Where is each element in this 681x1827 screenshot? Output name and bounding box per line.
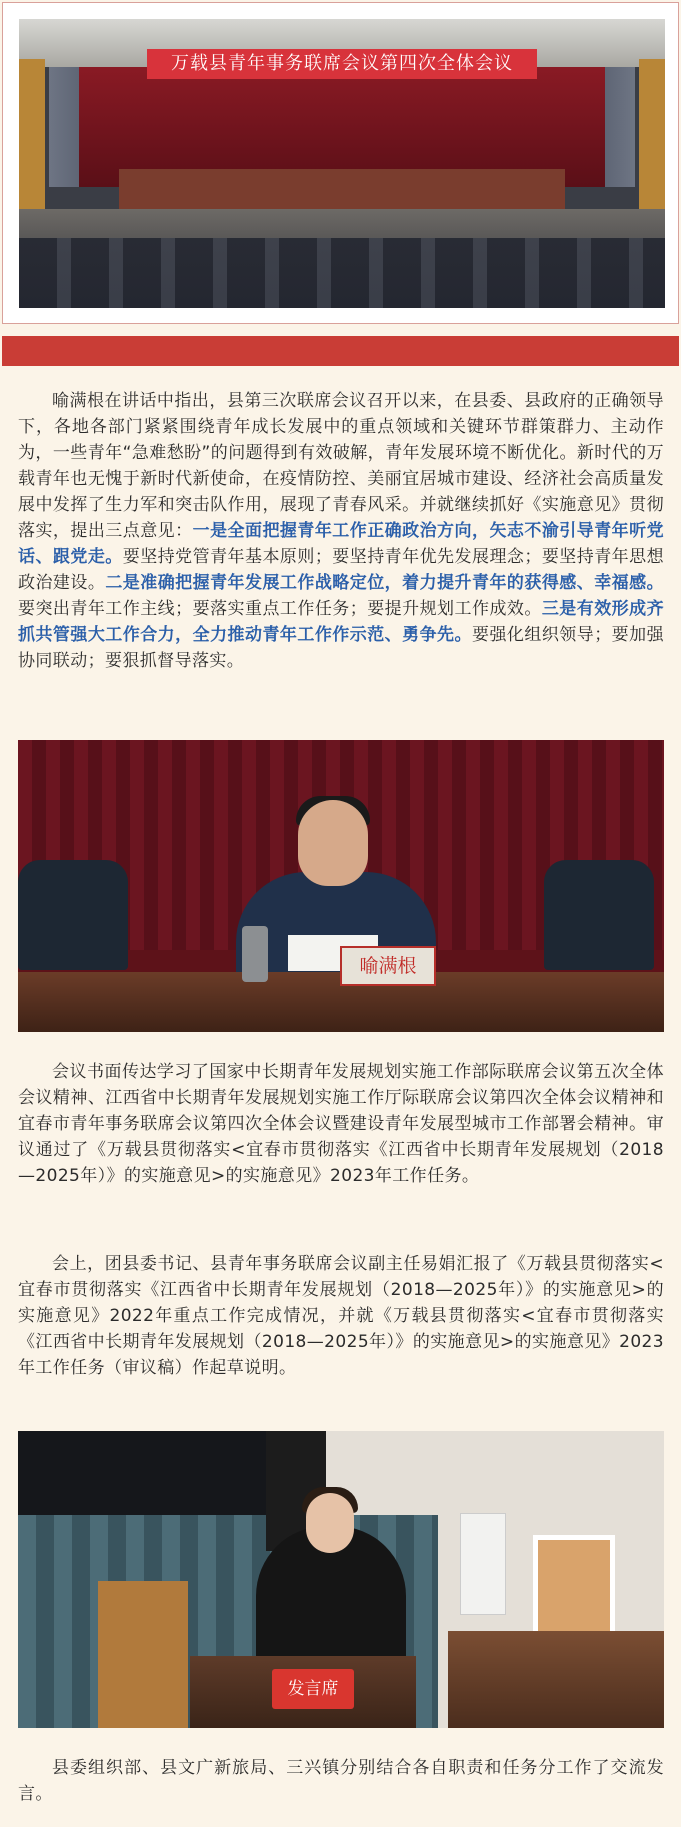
paragraph-report: 会上，团县委书记、县青年事务联席会议副主任易娟汇报了《万载县贯彻落实<宜春市贯彻落实《江西省中长期青年发展规划（2018—2025年）》的实施意见>的实施意见》2022年重点工作完成情况，并就《万载县贯彻落实<宜春市贯彻落实《江西省中长期青年发展规划（2018—2025年）》的实施意见>的实施意见》2023年工作任务（审议稿）作起草说明。 [18,1254,664,1378]
paragraph-exchange: 县委组织部、县文广新旅局、三兴镇分别结合各自职责和任务分工作了交流发言。 [18,1758,664,1804]
paragraph-meeting-study: 会议书面传达学习了国家中长期青年发展规划实施工作部际联席会议第五次全体会议精神、江西省中长期青年发展规划实施工作厅际联席会议第四次全体会议精神和宜春市青年事务联席会议第四次全体会议暨建设青年发展型城市工作部署会精神。审议通过了《万载县贯彻落实<宜春市贯彻落实《江西省中长期青年发展规划（2018—2025年）》的实施意见>的实施意见》2023年工作任务。 [18,1062,664,1186]
podium-sign: 发言席 [272,1669,354,1709]
paragraph-speech-summary [18,388,664,674]
speech-point-2-detail: 要突出青年工作主线；要落实重点工作任务；要提升规划工作成效。 [18,599,542,619]
speaker-photo-1 [18,740,664,1032]
meeting-photo-frame [2,2,679,324]
meeting-hall-photo [19,19,665,308]
speaker-photo-2 [18,1431,664,1728]
speech-point-1-detail: 要坚持党管青年基本原则；要坚持青年优先发展理念；要坚持青年思想政治建设。 [18,547,664,593]
speech-point-2: 二是准确把握青年发展工作战略定位，着力提升青年的获得感、幸福感。 [105,573,664,593]
speech-point-3: 三是有效形成齐抓共管强大工作合力，全力推动青年工作作示范、勇争先。 [18,599,664,645]
speech-point-1: 一是全面把握青年工作正确政治方向，矢志不渝引导青年听党话、跟党走。 [18,521,664,567]
section-divider [2,336,679,366]
speech-intro: 喻满根在讲话中指出，县第三次联席会议召开以来，在县委、县政府的正确领导下，各地各部门紧紧围绕青年成长发展中的重点领域和关键环节群策群力、主动作为，一些青年“急难愁盼”的问题得到有效破解，青年发展环境不断优化。新时代的万载青年也无愧于新时代新使命，在疫情防控、美丽宜居城市建设、经济社会高质量发展中发挥了生力军和突击队作用，展现了青春风采。并就继续抓好《实施意见》贯彻落实，提出三点意见： [18,391,664,541]
speech-point-3-detail: 要强化组织领导；要加强协同联动；要狠抓督导落实。 [18,625,664,671]
meeting-banner: 万载县青年事务联席会议第四次全体会议 [147,49,537,79]
speaker-nameplate: 喻满根 [340,946,436,986]
